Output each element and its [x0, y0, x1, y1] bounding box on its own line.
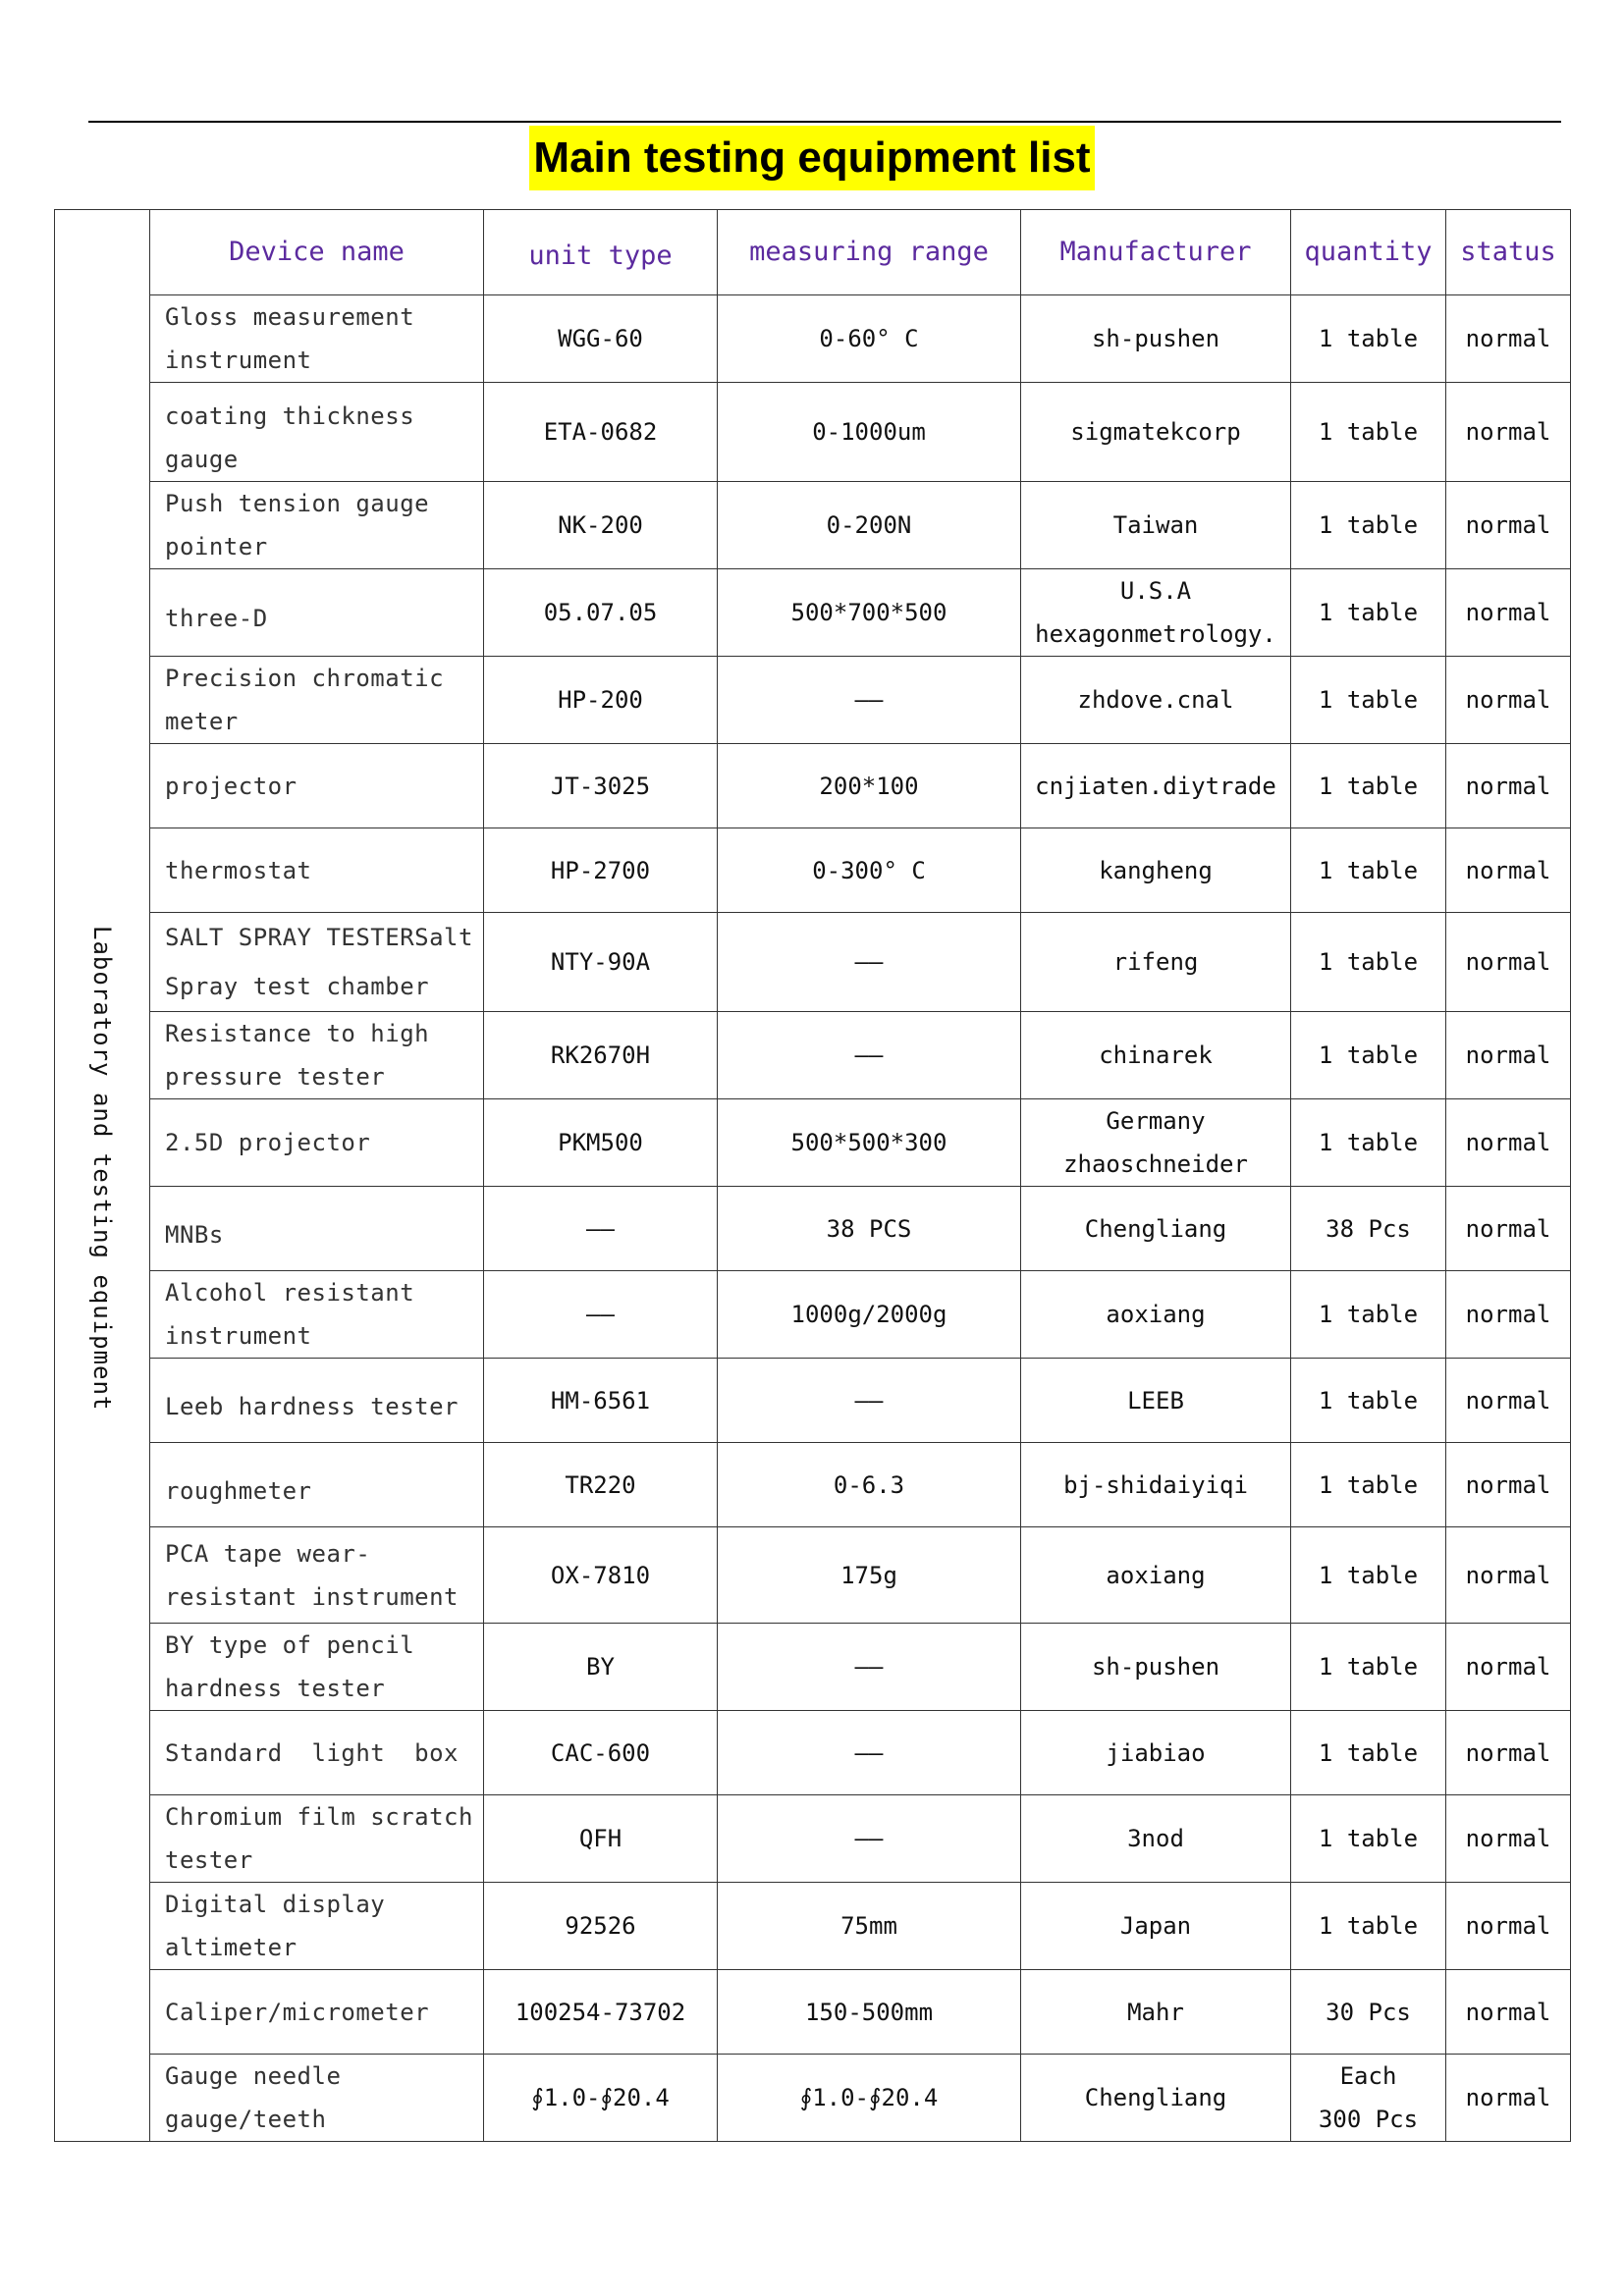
device-name-cell: Gloss measurement instrument — [150, 295, 484, 383]
table-row — [55, 1883, 1571, 1970]
unit-type-cell: HP-2700 — [484, 828, 718, 913]
measuring-range-cell: ∮1.0-∮20.4 — [718, 2055, 1021, 2142]
table-row — [55, 2055, 1571, 2142]
quantity-cell: 1 table — [1291, 1795, 1446, 1883]
status-cell: normal — [1446, 1970, 1571, 2055]
quantity-cell: 1 table — [1291, 295, 1446, 383]
device-name-cell: SALT SPRAY TESTERSalt Spray test chamber — [150, 913, 484, 1012]
unit-type-cell: CAC-600 — [484, 1711, 718, 1795]
status-cell: normal — [1446, 1795, 1571, 1883]
table-row — [55, 1099, 1571, 1187]
measuring-range-cell: —— — [718, 1012, 1021, 1099]
measuring-range-cell: —— — [718, 1359, 1021, 1443]
side-label-cell — [55, 210, 150, 2142]
measuring-range-cell: 150-500mm — [718, 1970, 1021, 2055]
measuring-range-cell: 1000g/2000g — [718, 1271, 1021, 1359]
manufacturer-cell: Chengliang — [1021, 2055, 1291, 2142]
quantity-cell: 1 table — [1291, 1443, 1446, 1527]
quantity-cell: 1 table — [1291, 1624, 1446, 1711]
manufacturer-cell: bj-shidaiyiqi — [1021, 1443, 1291, 1527]
quantity-cell: 1 table — [1291, 913, 1446, 1012]
table-row — [55, 1187, 1571, 1271]
device-name-cell: Gauge needle gauge/teeth — [150, 2055, 484, 2142]
status-cell: normal — [1446, 1012, 1571, 1099]
table-row — [55, 1795, 1571, 1883]
measuring-range-cell: 0-200N — [718, 482, 1021, 569]
manufacturer-cell: aoxiang — [1021, 1271, 1291, 1359]
quantity-line: 300 Pcs — [1318, 2106, 1419, 2133]
unit-type-cell: 05.07.05 — [484, 569, 718, 657]
unit-type-cell: —— — [484, 1187, 718, 1271]
table-row — [55, 295, 1571, 383]
measuring-range-cell: 0-6.3 — [718, 1443, 1021, 1527]
device-name-cell — [150, 569, 484, 657]
quantity-cell: 1 table — [1291, 1359, 1446, 1443]
status-cell: normal — [1446, 295, 1571, 383]
header-unit-type — [484, 210, 718, 295]
status-cell: normal — [1446, 744, 1571, 828]
device-name-cell — [150, 1187, 484, 1271]
unit-type-cell: 100254-73702 — [484, 1970, 718, 2055]
header-unit-type-label: unit type — [528, 240, 673, 271]
measuring-range-cell: 500*500*300 — [718, 1099, 1021, 1187]
table-row — [55, 657, 1571, 744]
table-row — [55, 482, 1571, 569]
header-quantity: quantity — [1291, 210, 1446, 295]
device-name-cell: Caliper/micrometer — [150, 1970, 484, 2055]
measuring-range-cell: —— — [718, 1795, 1021, 1883]
unit-type-cell: BY — [484, 1624, 718, 1711]
device-name-cell: thermostat — [150, 828, 484, 913]
unit-type-cell: —— — [484, 1271, 718, 1359]
status-cell: normal — [1446, 482, 1571, 569]
quantity-cell: 1 table — [1291, 1099, 1446, 1187]
unit-type-cell: HP-200 — [484, 657, 718, 744]
measuring-range-cell: 500*700*500 — [718, 569, 1021, 657]
device-name-cell: Push tension gauge pointer — [150, 482, 484, 569]
measuring-range-cell: 38 PCS — [718, 1187, 1021, 1271]
measuring-range-cell: 0-300° C — [718, 828, 1021, 913]
manufacturer-cell: LEEB — [1021, 1359, 1291, 1443]
quantity-cell: 1 table — [1291, 1271, 1446, 1359]
manufacturer-cell — [1021, 1099, 1291, 1187]
header-manufacturer: Manufacturer — [1021, 210, 1291, 295]
status-cell: normal — [1446, 1624, 1571, 1711]
device-name-cell: Digital display altimeter — [150, 1883, 484, 1970]
header-measuring-range: measuring range — [718, 210, 1021, 295]
table-row — [55, 1527, 1571, 1624]
status-cell: normal — [1446, 383, 1571, 482]
manufacturer-cell: 3nod — [1021, 1795, 1291, 1883]
status-cell: normal — [1446, 1099, 1571, 1187]
table-row — [55, 1271, 1571, 1359]
quantity-cell: 1 table — [1291, 1711, 1446, 1795]
device-name-text: coating thickness gauge — [165, 402, 415, 473]
table-row — [55, 1624, 1571, 1711]
measuring-range-cell: 0-1000um — [718, 383, 1021, 482]
status-cell: normal — [1446, 2055, 1571, 2142]
quantity-cell: 1 table — [1291, 482, 1446, 569]
unit-type-cell: OX-7810 — [484, 1527, 718, 1624]
unit-type-cell: PKM500 — [484, 1099, 718, 1187]
manufacturer-cell: kangheng — [1021, 828, 1291, 913]
device-name-cell: Standard light box — [150, 1711, 484, 1795]
manufacturer-cell: sh-pushen — [1021, 1624, 1291, 1711]
status-cell: normal — [1446, 1359, 1571, 1443]
device-name-cell: projector — [150, 744, 484, 828]
quantity-cell: 1 table — [1291, 828, 1446, 913]
table-row — [55, 913, 1571, 1012]
measuring-range-cell: 200*100 — [718, 744, 1021, 828]
quantity-cell: 1 table — [1291, 1883, 1446, 1970]
measuring-range-cell: —— — [718, 657, 1021, 744]
measuring-range-cell: —— — [718, 1711, 1021, 1795]
device-name-text: three-D — [165, 605, 268, 632]
device-name-cell: Precision chromatic meter — [150, 657, 484, 744]
device-name-cell: Alcohol resistant instrument — [150, 1271, 484, 1359]
unit-type-cell: NK-200 — [484, 482, 718, 569]
unit-type-cell: ETA-0682 — [484, 383, 718, 482]
table-row — [55, 569, 1571, 657]
quantity-cell: 1 table — [1291, 1527, 1446, 1624]
device-name-cell: BY type of pencil hardness tester — [150, 1624, 484, 1711]
page-title: Main testing equipment list — [529, 126, 1094, 190]
manufacturer-cell: Chengliang — [1021, 1187, 1291, 1271]
manufacturer-cell: Taiwan — [1021, 482, 1291, 569]
table-row — [55, 1711, 1571, 1795]
device-name-text: Leeb hardness tester — [165, 1392, 459, 1420]
quantity-cell: 38 Pcs — [1291, 1187, 1446, 1271]
table-row — [55, 744, 1571, 828]
equipment-table — [54, 209, 1571, 2142]
table-row — [55, 828, 1571, 913]
quantity-cell: 1 table — [1291, 569, 1446, 657]
unit-type-cell: WGG-60 — [484, 295, 718, 383]
quantity-cell: 1 table — [1291, 383, 1446, 482]
device-name-cell: Chromium film scratch tester — [150, 1795, 484, 1883]
header-row — [55, 210, 1571, 295]
manufacturer-cell: zhdove.cnal — [1021, 657, 1291, 744]
device-name-cell — [150, 1359, 484, 1443]
device-name-text: roughmeter — [165, 1476, 312, 1505]
manufacturer-cell — [1021, 569, 1291, 657]
unit-type-cell: NTY-90A — [484, 913, 718, 1012]
table-row — [55, 1443, 1571, 1527]
device-name-cell: Resistance to high pressure tester — [150, 1012, 484, 1099]
measuring-range-cell: 0-60° C — [718, 295, 1021, 383]
unit-type-cell: QFH — [484, 1795, 718, 1883]
quantity-cell: 1 table — [1291, 744, 1446, 828]
quantity-cell — [1291, 2055, 1446, 2142]
manufacturer-cell: Japan — [1021, 1883, 1291, 1970]
unit-type-cell: ∮1.0-∮20.4 — [484, 2055, 718, 2142]
measuring-range-cell: —— — [718, 1624, 1021, 1711]
table-row — [55, 383, 1571, 482]
table-row — [55, 1359, 1571, 1443]
device-name-cell: 2.5D projector — [150, 1099, 484, 1187]
manufacturer-cell: chinarek — [1021, 1012, 1291, 1099]
side-label: Laboratory and testing equipment — [88, 926, 116, 1412]
status-cell: normal — [1446, 1711, 1571, 1795]
manufacturer-cell: Mahr — [1021, 1970, 1291, 2055]
header-device-name: Device name — [150, 210, 484, 295]
unit-type-cell: TR220 — [484, 1443, 718, 1527]
manufacturer-cell: sigmatekcorp — [1021, 383, 1291, 482]
table-row — [55, 1012, 1571, 1099]
measuring-range-cell: 175g — [718, 1527, 1021, 1624]
device-name-cell — [150, 383, 484, 482]
status-cell: normal — [1446, 1883, 1571, 1970]
manufacturer-line: zhaoschneider — [1063, 1150, 1248, 1178]
status-cell: normal — [1446, 1271, 1571, 1359]
device-name-cell: PCA tape wear-resistant instrument — [150, 1527, 484, 1624]
manufacturer-line: Germany — [1106, 1107, 1206, 1135]
unit-type-cell: RK2670H — [484, 1012, 718, 1099]
device-name-text: MNBs — [165, 1220, 224, 1249]
quantity-cell: 30 Pcs — [1291, 1970, 1446, 2055]
unit-type-cell: JT-3025 — [484, 744, 718, 828]
status-cell: normal — [1446, 828, 1571, 913]
status-cell: normal — [1446, 1443, 1571, 1527]
manufacturer-cell: rifeng — [1021, 913, 1291, 1012]
manufacturer-line: U.S.A — [1119, 577, 1192, 605]
device-name-cell — [150, 1443, 484, 1527]
quantity-line: Each — [1339, 2062, 1397, 2090]
unit-type-cell: 92526 — [484, 1883, 718, 1970]
quantity-cell: 1 table — [1291, 657, 1446, 744]
top-rule — [88, 121, 1561, 123]
quantity-cell: 1 table — [1291, 1012, 1446, 1099]
measuring-range-cell: —— — [718, 913, 1021, 1012]
status-cell: normal — [1446, 913, 1571, 1012]
status-cell: normal — [1446, 1187, 1571, 1271]
manufacturer-line: hexagonmetrology. — [1035, 620, 1276, 648]
table-row — [55, 1970, 1571, 2055]
manufacturer-cell: sh-pushen — [1021, 295, 1291, 383]
status-cell: normal — [1446, 657, 1571, 744]
unit-type-cell: HM-6561 — [484, 1359, 718, 1443]
measuring-range-cell: 75mm — [718, 1883, 1021, 1970]
manufacturer-cell: aoxiang — [1021, 1527, 1291, 1624]
manufacturer-cell: cnjiaten.diytrade — [1021, 744, 1291, 828]
status-cell: normal — [1446, 1527, 1571, 1624]
status-cell: normal — [1446, 569, 1571, 657]
manufacturer-cell: jiabiao — [1021, 1711, 1291, 1795]
title-container — [0, 126, 1624, 190]
header-status: status — [1446, 210, 1571, 295]
